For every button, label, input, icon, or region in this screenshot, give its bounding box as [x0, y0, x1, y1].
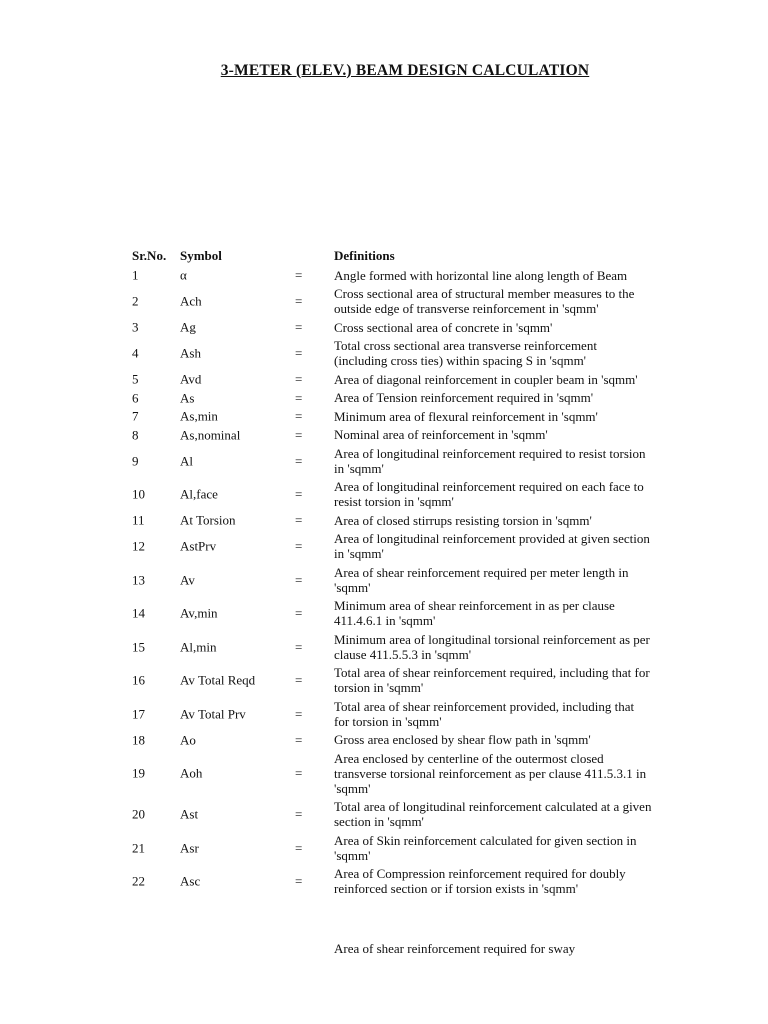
row-definition: Minimum area of flexural reinforcement in 'sqmm' — [334, 408, 598, 424]
row-definition: Area of longitudinal reinforcement provided at given section in 'sqmm' — [334, 531, 650, 561]
table-row — [0, 865, 768, 899]
table-row — [0, 697, 768, 731]
row-number: 9 — [132, 453, 139, 469]
row-definition: Total area of shear reinforcement required, including that for torsion in 'sqmm' — [334, 665, 650, 695]
row-equals-sign: = — [295, 765, 303, 781]
row-symbol: As,min — [180, 408, 218, 424]
row-symbol: Ao — [180, 732, 196, 748]
table-row — [0, 337, 768, 371]
trailing-definition-text: Area of shear reinforcement required for sway — [334, 941, 576, 956]
table-header — [0, 248, 768, 266]
row-symbol: Ag — [180, 319, 196, 335]
row-equals-sign: = — [295, 390, 303, 406]
row-number: 11 — [132, 512, 145, 528]
row-symbol: Av — [180, 572, 195, 588]
row-number: 15 — [132, 639, 145, 655]
table-row — [0, 444, 768, 478]
row-definition: Area of Compression reinforcement required for doubly reinforced section or if torsion exists in 'sqmm' — [334, 866, 626, 896]
row-number: 16 — [132, 672, 145, 688]
table-row — [0, 511, 768, 530]
table-row — [0, 731, 768, 750]
header-symbol: Symbol — [180, 248, 222, 263]
row-equals-sign: = — [295, 293, 303, 309]
table-row — [0, 370, 768, 389]
row-definition: Angle formed with horizontal line along length of Beam — [334, 267, 628, 283]
row-symbol: AstPrv — [180, 538, 217, 554]
row-symbol: Al — [180, 453, 193, 469]
definitions-list — [0, 266, 768, 898]
table-row — [0, 597, 768, 631]
table-row — [0, 831, 768, 865]
row-equals-sign: = — [295, 427, 303, 443]
row-symbol: Ach — [180, 293, 202, 309]
row-number: 8 — [132, 427, 139, 443]
row-number: 17 — [132, 706, 145, 722]
row-definition: Area of shear reinforcement required per meter length in 'sqmm' — [334, 564, 629, 595]
page-title: 3-METER (ELEV.) BEAM DESIGN CALCULATION — [220, 62, 590, 79]
row-symbol: Asc — [180, 873, 201, 889]
table-row — [0, 749, 768, 798]
row-equals-sign: = — [295, 732, 303, 748]
row-number: 21 — [132, 840, 145, 856]
row-number: 12 — [132, 538, 145, 554]
row-number: 6 — [132, 390, 139, 406]
row-number: 18 — [132, 732, 145, 748]
row-definition: Area of Skin reinforcement calculated for given section in 'sqmm' — [334, 832, 637, 863]
table-row — [0, 318, 768, 337]
row-equals-sign: = — [295, 512, 303, 528]
row-definition: Total area of shear reinforcement provided, including that for torsion in 'sqmm' — [334, 698, 635, 729]
row-number: 10 — [132, 486, 145, 502]
row-symbol: Avd — [180, 371, 202, 387]
row-definition: Area enclosed by centerline of the outermost closed transverse torsional reinforcement as per clause 411.5.3.1 in 'sqmm' — [334, 750, 647, 796]
row-equals-sign: = — [295, 486, 303, 502]
row-equals-sign: = — [295, 605, 303, 621]
row-number: 20 — [132, 806, 145, 822]
row-symbol: Aoh — [180, 765, 203, 781]
row-symbol: At Torsion — [180, 512, 236, 528]
row-number: 13 — [132, 572, 145, 588]
row-symbol: Asr — [180, 840, 199, 856]
row-symbol: α — [180, 267, 187, 283]
row-equals-sign: = — [295, 639, 303, 655]
row-definition: Area of closed stirrups resisting torsion in 'sqmm' — [334, 512, 592, 528]
table-row — [0, 285, 768, 319]
row-definition: Area of Tension reinforcement required in 'sqmm' — [334, 390, 594, 405]
row-number: 4 — [132, 345, 139, 361]
row-number: 1 — [132, 267, 139, 283]
row-equals-sign: = — [295, 267, 303, 283]
row-equals-sign: = — [295, 345, 303, 361]
row-equals-sign: = — [295, 873, 303, 889]
row-equals-sign: = — [295, 319, 303, 335]
row-number: 22 — [132, 873, 145, 889]
table-row — [0, 389, 768, 408]
row-number: 19 — [132, 765, 145, 781]
table-row — [0, 407, 768, 426]
row-equals-sign: = — [295, 672, 303, 688]
row-symbol: Ast — [180, 806, 199, 822]
row-symbol: Al,face — [180, 486, 218, 502]
row-symbol: Av,min — [180, 605, 218, 621]
row-number: 3 — [132, 319, 139, 335]
row-definition: Area of longitudinal reinforcement required on each face to resist torsion in 'sqmm' — [334, 479, 644, 509]
row-definition: Total cross sectional area transverse reinforcement (including cross ties) within spacing S in 'sqmm' — [334, 338, 597, 368]
row-number: 7 — [132, 408, 139, 424]
table-row — [0, 563, 768, 597]
row-definition: Cross sectional area of concrete in 'sqmm' — [334, 319, 553, 335]
row-definition: Cross sectional area of structural member measures to the outside edge of transverse reinforcement in 'sqmm' — [334, 286, 635, 316]
row-definition: Area of diagonal reinforcement in coupler beam in 'sqmm' — [334, 371, 638, 387]
row-equals-sign: = — [295, 706, 303, 722]
row-symbol: As — [180, 390, 195, 406]
row-definition: Nominal area of reinforcement in 'sqmm' — [334, 427, 548, 442]
row-symbol: Av Total Prv — [180, 706, 246, 722]
row-equals-sign: = — [295, 408, 303, 424]
table-row — [0, 664, 768, 698]
row-definition: Total area of longitudinal reinforcement calculated at a given section in 'sqmm' — [334, 799, 652, 829]
table-row — [0, 630, 768, 664]
table-row — [0, 426, 768, 445]
row-symbol: Ash — [180, 345, 201, 361]
row-equals-sign: = — [295, 371, 303, 387]
row-equals-sign: = — [295, 840, 303, 856]
header-srno: Sr.No. — [132, 248, 167, 263]
row-definition: Minimum area of shear reinforcement in as per clause 411.4.6.1 in 'sqmm' — [334, 598, 615, 628]
table-row — [0, 266, 768, 285]
table-row — [0, 798, 768, 832]
row-definition: Area of longitudinal reinforcement required to resist torsion in 'sqmm' — [334, 445, 646, 476]
row-number: 5 — [132, 371, 139, 387]
table-row — [0, 478, 768, 512]
row-number: 2 — [132, 293, 139, 309]
row-equals-sign: = — [295, 538, 303, 554]
row-symbol: As,nominal — [180, 427, 241, 443]
row-symbol: Al,min — [180, 639, 217, 655]
row-equals-sign: = — [295, 572, 303, 588]
header-definitions: Definitions — [334, 248, 395, 263]
row-equals-sign: = — [295, 453, 303, 469]
row-symbol: Av Total Reqd — [180, 672, 256, 688]
row-equals-sign: = — [295, 806, 303, 822]
row-definition: Minimum area of longitudinal torsional reinforcement as per clause 411.5.5.3 in 'sqmm' — [334, 631, 650, 662]
row-number: 14 — [132, 605, 145, 621]
table-row — [0, 530, 768, 564]
row-definition: Gross area enclosed by shear flow path in 'sqmm' — [334, 732, 591, 747]
